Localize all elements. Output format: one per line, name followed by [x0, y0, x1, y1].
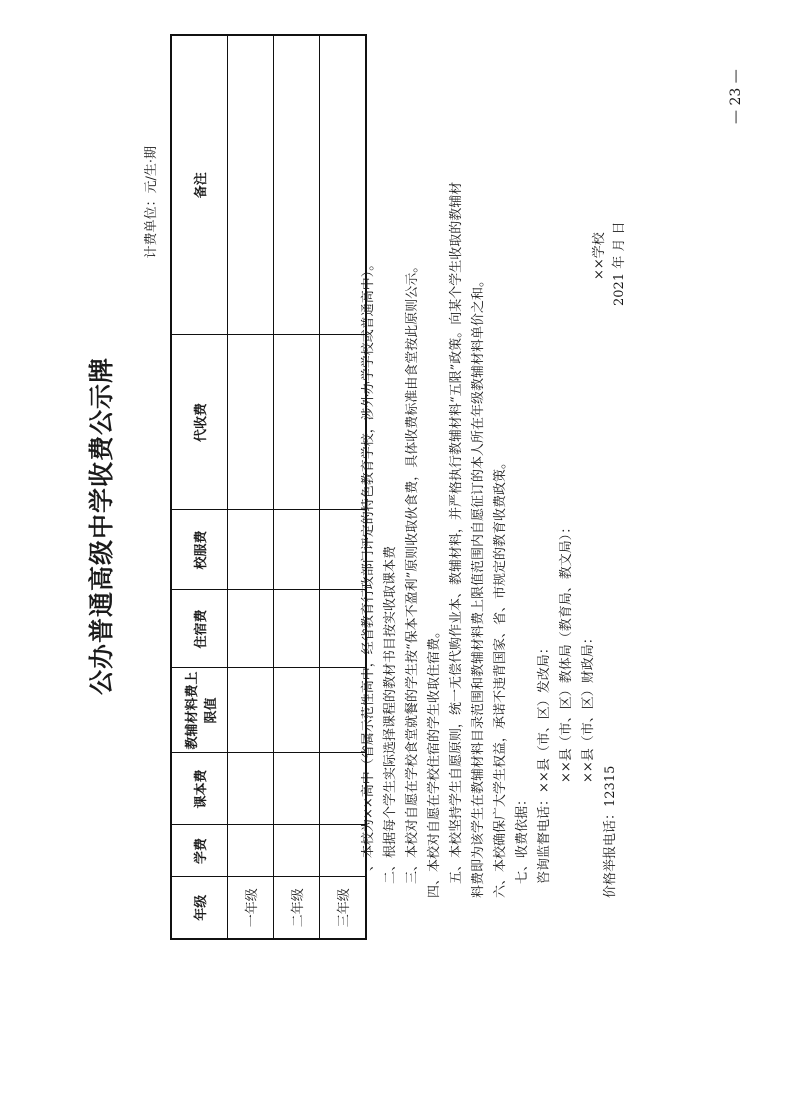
agency-cell	[274, 335, 320, 510]
note-line: 五、本校坚持学生自愿原则，统一无偿代购作业本、教辅材料，并严格执行教辅材料“五限”政策。向某个学生收取的教辅材	[449, 181, 464, 884]
note-line: ××县（市、区）财政局：	[581, 631, 596, 783]
remarks-cell	[228, 35, 274, 335]
remarks-cell	[274, 35, 320, 335]
school-name: ××学校	[592, 232, 607, 280]
header-accommodation-fee: 住宿费	[171, 590, 228, 668]
note-line: 料费即为该学生在教辅材料目录范围和教辅材料费上限值范围内自愿征订的本人所在年级教辅材料单价之和。	[471, 273, 486, 898]
header-grade: 年级	[171, 877, 228, 939]
header-textbook-fee: 课本费	[171, 753, 228, 825]
uniform-cell	[274, 510, 320, 590]
agency-cell	[228, 335, 274, 510]
accommodation-cell	[228, 590, 274, 668]
accommodation-cell	[274, 590, 320, 668]
note-line: 价格举报电话：12315	[603, 765, 618, 898]
grade-cell: 二年级	[274, 877, 320, 939]
textbook-cell	[228, 753, 274, 825]
table-row	[274, 35, 320, 939]
page-title: 公办普通高级中学收费公示牌	[87, 357, 116, 696]
fee-table	[170, 34, 367, 940]
billing-unit: 计费单位：元/生·期	[144, 146, 159, 259]
note-line: 六、本校确保广大学生权益，承诺不违背国家、省、市规定的教育收费政策。	[493, 455, 508, 898]
header-agency-fee: 代收费	[171, 335, 228, 510]
page-number: — 23 —	[728, 69, 744, 124]
notes-section	[358, 181, 622, 898]
header-remarks: 备注	[171, 35, 228, 335]
note-line: 三、本校对自愿在学校食堂就餐的学生按“保本不盈利”原则收取伙食费，具体收费标准由食堂按此原则公示。	[405, 259, 420, 884]
note-line: 四、本校对自愿在学校住宿的学生收取住宿费。	[427, 624, 442, 898]
note-line: 一、本校为××高中（省属示范性高中，经省教育行政部门评定的特色教育学校，涉外办学学校或普通高中）。	[361, 257, 376, 884]
header-materials-cap: 教辅材料费上限值	[171, 668, 228, 753]
materials-cell	[228, 668, 274, 753]
fee-table-header	[171, 35, 228, 939]
tuition-cell	[228, 825, 274, 877]
materials-cell	[274, 668, 320, 753]
note-line: 七、收费依据：	[515, 792, 530, 884]
table-row	[228, 35, 274, 939]
uniform-cell	[228, 510, 274, 590]
sign-date: 2021 年 月 日	[612, 221, 627, 306]
tuition-cell	[274, 825, 320, 877]
grade-cell: 三年级	[320, 877, 367, 939]
signature-block	[590, 222, 630, 306]
note-line: ××县（市、区）教体局（教育局、教文局）：	[559, 520, 574, 783]
textbook-cell	[274, 753, 320, 825]
header-uniform-fee: 校服费	[171, 510, 228, 590]
header-tuition: 学费	[171, 825, 228, 877]
grade-cell: 一年级	[228, 877, 274, 939]
note-line: 二、根据每个学生实际选择课程的教材书目按实收取课本费	[383, 545, 398, 884]
note-line: 咨询监督电话：××县（市、区）发改局：	[537, 641, 552, 884]
